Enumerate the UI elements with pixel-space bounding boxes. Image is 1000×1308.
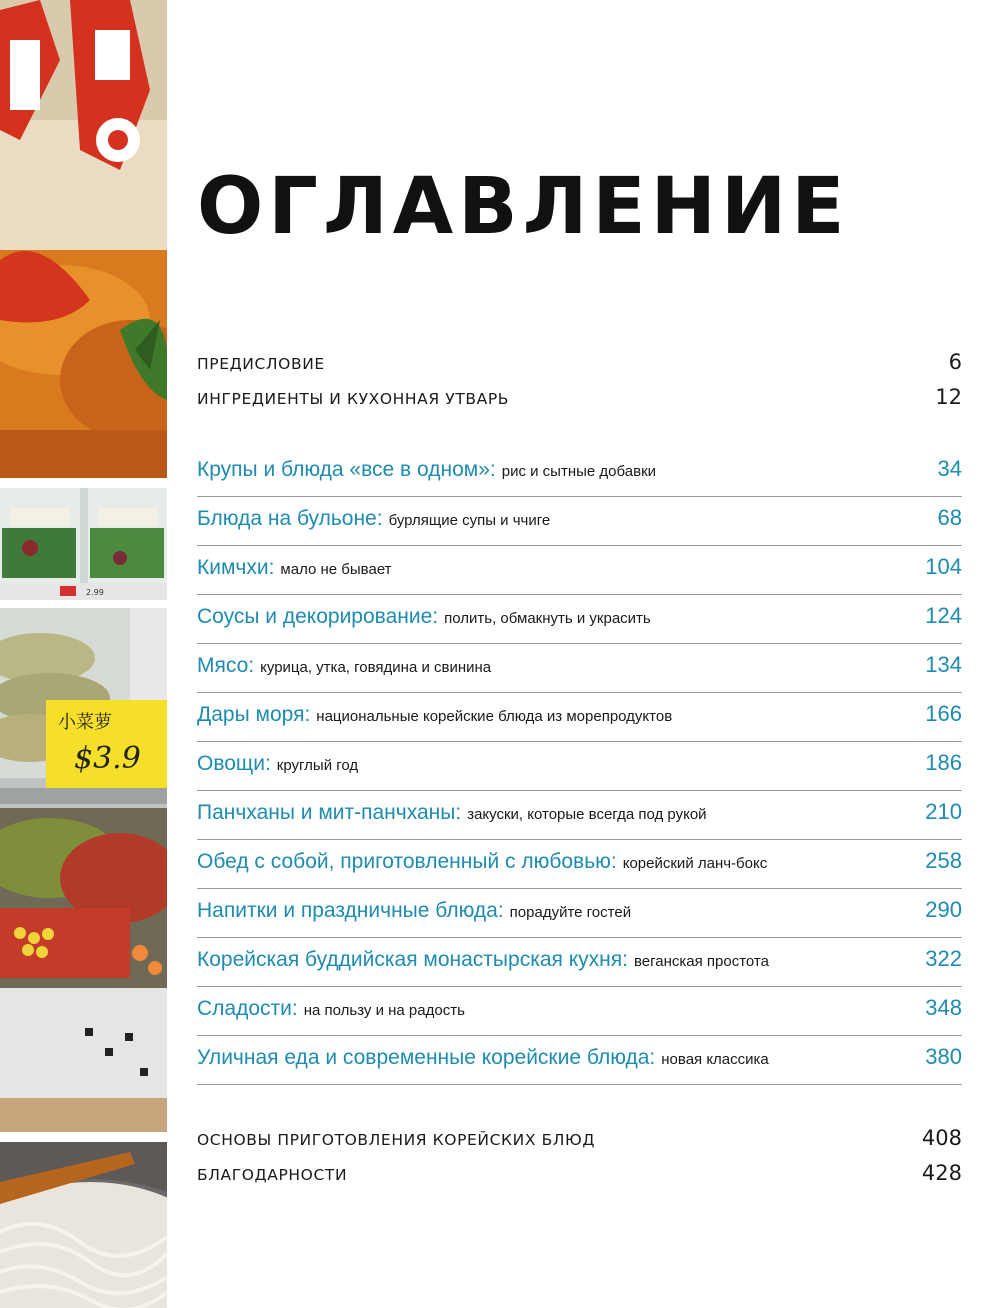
chapter-title: Дары моря: [197,703,311,726]
chapter-subtitle: закуски, которые всегда под рукой [467,806,707,823]
chapter-list [197,448,962,1085]
chapter-subtitle: национальные корейские блюда из морепродуктов [316,708,673,725]
photo-strip [0,0,167,1308]
chapter-page: 34 [937,456,962,481]
chapter-entry[interactable] [197,987,962,1036]
chapter-page: 348 [925,995,962,1020]
chapter-entry[interactable] [197,448,962,497]
chapter-subtitle: полить, обмакнуть и украсить [444,610,651,627]
chapter-page: 258 [925,848,962,873]
chapter-subtitle: порадуйте гостей [509,904,632,921]
back-matter-list [197,1126,962,1196]
toc-entry-page: 12 [935,385,962,409]
salad-containers-photo [0,488,167,600]
chapter-entry[interactable] [197,1036,962,1085]
chapter-title: Кимчхи: [197,556,275,579]
chapter-title: Мясо: [197,654,255,677]
chapter-entry[interactable] [197,644,962,693]
toc-entry-basics[interactable] [197,1126,962,1161]
toc-entry-foreword[interactable] [197,350,962,385]
chapter-title: Блюда на бульоне: [197,507,383,530]
toc-entry-label: ИНГРЕДИЕНТЫ И КУХОННАЯ УТВАРЬ [197,390,509,408]
toc-entry-page: 408 [921,1126,962,1150]
chapter-entry[interactable] [197,791,962,840]
chapter-page: 290 [925,897,962,922]
toc-entry-page: 6 [948,350,962,374]
chapter-page: 210 [925,799,962,824]
chapter-entry[interactable] [197,595,962,644]
chapter-entry[interactable] [197,889,962,938]
chapter-entry[interactable] [197,497,962,546]
chapter-subtitle: бурлящие супы и ччиге [388,512,551,529]
chapter-entry[interactable] [197,693,962,742]
chapter-title: Соусы и декорирование: [197,605,439,628]
chapter-subtitle: новая классика [661,1051,769,1068]
chapter-page: 186 [925,750,962,775]
chapter-subtitle: на пользу и на радость [303,1002,465,1019]
price-tag-price: $3.9 [74,741,141,776]
chapter-page: 124 [925,603,962,628]
front-matter-list [197,350,962,420]
chapter-title: Уличная еда и современные корейские блюда: [197,1046,656,1069]
chapter-subtitle: рис и сытные добавки [501,463,657,480]
chapter-entry[interactable] [197,840,962,889]
chapter-title: Напитки и праздничные блюда: [197,899,504,922]
chapter-title: Сладости: [197,997,298,1020]
chapter-subtitle: веганская простота [633,953,769,970]
chapter-title: Овощи: [197,752,271,775]
chapter-entry[interactable] [197,938,962,987]
chapter-entry[interactable] [197,742,962,791]
chapter-subtitle: корейский ланч-бокс [622,855,768,872]
toc-entry-label: ПРЕДИСЛОВИЕ [197,355,325,373]
shelf-price-label: 2.99 [86,588,104,597]
chapter-subtitle: курица, утка, говядина и свинина [260,659,492,676]
chapter-subtitle: мало не бывает [280,561,392,578]
chapter-page: 380 [925,1044,962,1069]
chapter-title: Панчханы и мит-панчханы: [197,801,462,824]
rice-snack-package-photo [0,0,167,478]
noodles-pot-photo [0,1142,167,1308]
toc-entry-page: 428 [921,1161,962,1185]
toc-entry-ingredients[interactable] [197,385,962,420]
chapter-page: 322 [925,946,962,971]
toc-entry-label: БЛАГОДАРНОСТИ [197,1166,348,1184]
chapter-page: 166 [925,701,962,726]
chapter-title: Корейская буддийская монастырская кухня: [197,948,628,971]
toc-entry-acknowledgements[interactable] [197,1161,962,1196]
chapter-title: Крупы и блюда «все в одном»: [197,458,496,481]
page-title: ОГЛАВЛЕНИЕ [197,162,850,252]
chapter-title: Обед с собой, приготовленный с любовью: [197,850,617,873]
chapter-subtitle: круглый год [276,757,359,774]
chapter-entry[interactable] [197,546,962,595]
price-tag-script: 小菜萝 [58,712,112,733]
chapter-page: 134 [925,652,962,677]
toc-entry-label: ОСНОВЫ ПРИГОТОВЛЕНИЯ КОРЕЙСКИХ БЛЮД [197,1131,596,1149]
chapter-page: 104 [925,554,962,579]
chapter-page: 68 [937,505,962,530]
grocery-shelf-photo [0,608,167,1132]
